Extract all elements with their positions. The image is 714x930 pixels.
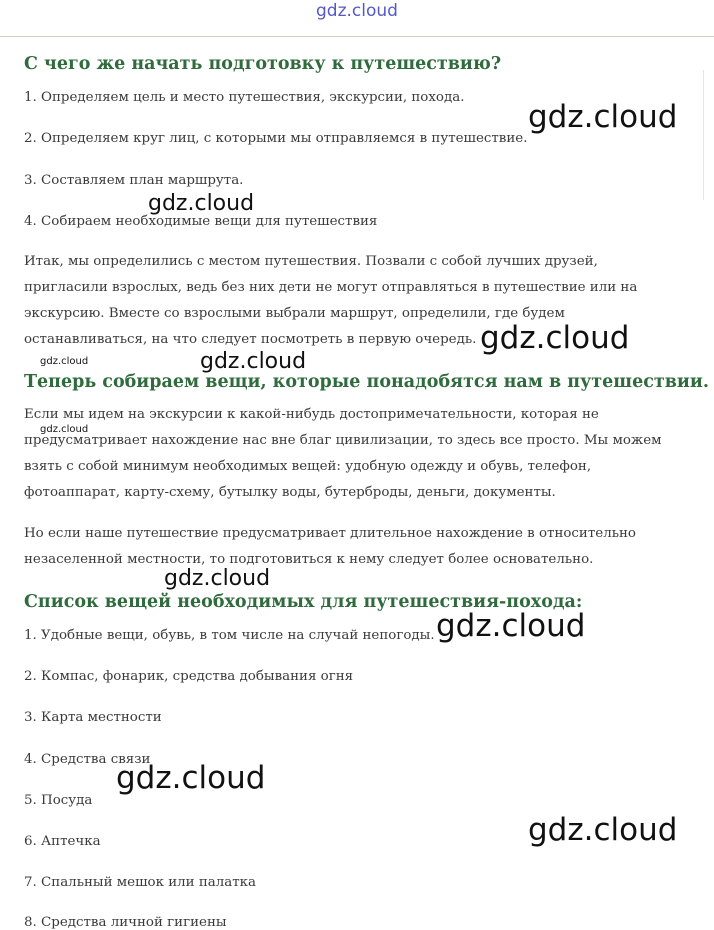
watermark: gdz.cloud	[528, 812, 678, 848]
paragraph	[24, 521, 684, 573]
paragraph	[24, 402, 684, 506]
list-item: 6. Аптечка	[24, 834, 101, 849]
paragraph-line: фотоаппарат, карту-схему, бутылку воды, бутерброды, деньги, документы.	[24, 485, 556, 500]
list-item: 7. Спальный мешок или палатка	[24, 875, 256, 890]
paragraph-line: предусматривает нахождение нас вне благ цивилизации, то здесь все просто. Мы можем	[24, 433, 662, 448]
watermark: gdz.cloud	[148, 191, 255, 216]
list-item: 2. Компас, фонарик, средства добывания огня	[24, 669, 354, 684]
list-item: 4. Средства связи	[24, 752, 151, 767]
paragraph-line: Если мы идем на экскурсии к какой-нибудь достопримечательности, которая не	[24, 407, 599, 422]
paragraph-line: Но если наше путешествие предусматривает длительное нахождение в относительно	[24, 526, 636, 541]
paragraph-line: останавливаться, на что следует посмотреть в первую очередь.	[24, 332, 477, 347]
watermark: gdz.cloud	[436, 608, 586, 644]
paragraph-line: экскурсию. Вместе со взрослыми выбрали маршрут, определили, где будем	[24, 306, 565, 321]
paragraph-line: незаселенной местности, то подготовиться к нему следует более основательно.	[24, 552, 594, 567]
list-item: 8. Средства личной гигиены	[24, 915, 227, 930]
watermark: gdz.cloud	[200, 349, 307, 374]
watermark: gdz.cloud	[480, 320, 630, 356]
list-item: 1. Удобные вещи, обувь, в том числе на случай непогоды.	[24, 628, 435, 643]
section-heading: С чего же начать подготовку к путешествию?	[24, 54, 502, 74]
paragraph-line: пригласили взрослых, ведь без них дети не могут отправляться в путешествие или на	[24, 280, 638, 295]
watermark: gdz.cloud	[40, 424, 89, 435]
list-item: 3. Карта местности	[24, 710, 162, 725]
section-heading: Список вещей необходимых для путешествия-похода:	[24, 592, 583, 612]
watermark: gdz.cloud	[164, 566, 271, 591]
paragraph-line: взять с собой минимум необходимых вещей: удобную одежду и обувь, телефон,	[24, 459, 592, 474]
watermark: gdz.cloud	[40, 356, 89, 367]
site-header	[0, 0, 714, 37]
list-item: 3. Составляем план маршрута.	[24, 173, 244, 188]
section-heading: Теперь собираем вещи, которые понадобятся нам в путешествии.	[24, 372, 709, 392]
list-item: 2. Определяем круг лиц, с которыми мы отправляемся в путешествие.	[24, 131, 528, 146]
watermark: gdz.cloud	[116, 760, 266, 796]
sidebar-edge	[703, 70, 714, 200]
paragraph-line: Итак, мы определились с местом путешествия. Позвали с собой лучших друзей,	[24, 254, 598, 269]
list-item: 5. Посуда	[24, 793, 93, 808]
list-item: 1. Определяем цель и место путешествия, экскурсии, похода.	[24, 90, 465, 105]
watermark: gdz.cloud	[528, 99, 678, 135]
site-logo[interactable]: gdz.cloud	[316, 1, 398, 21]
list-item: 4. Собираем необходимые вещи для путешествия	[24, 214, 378, 229]
